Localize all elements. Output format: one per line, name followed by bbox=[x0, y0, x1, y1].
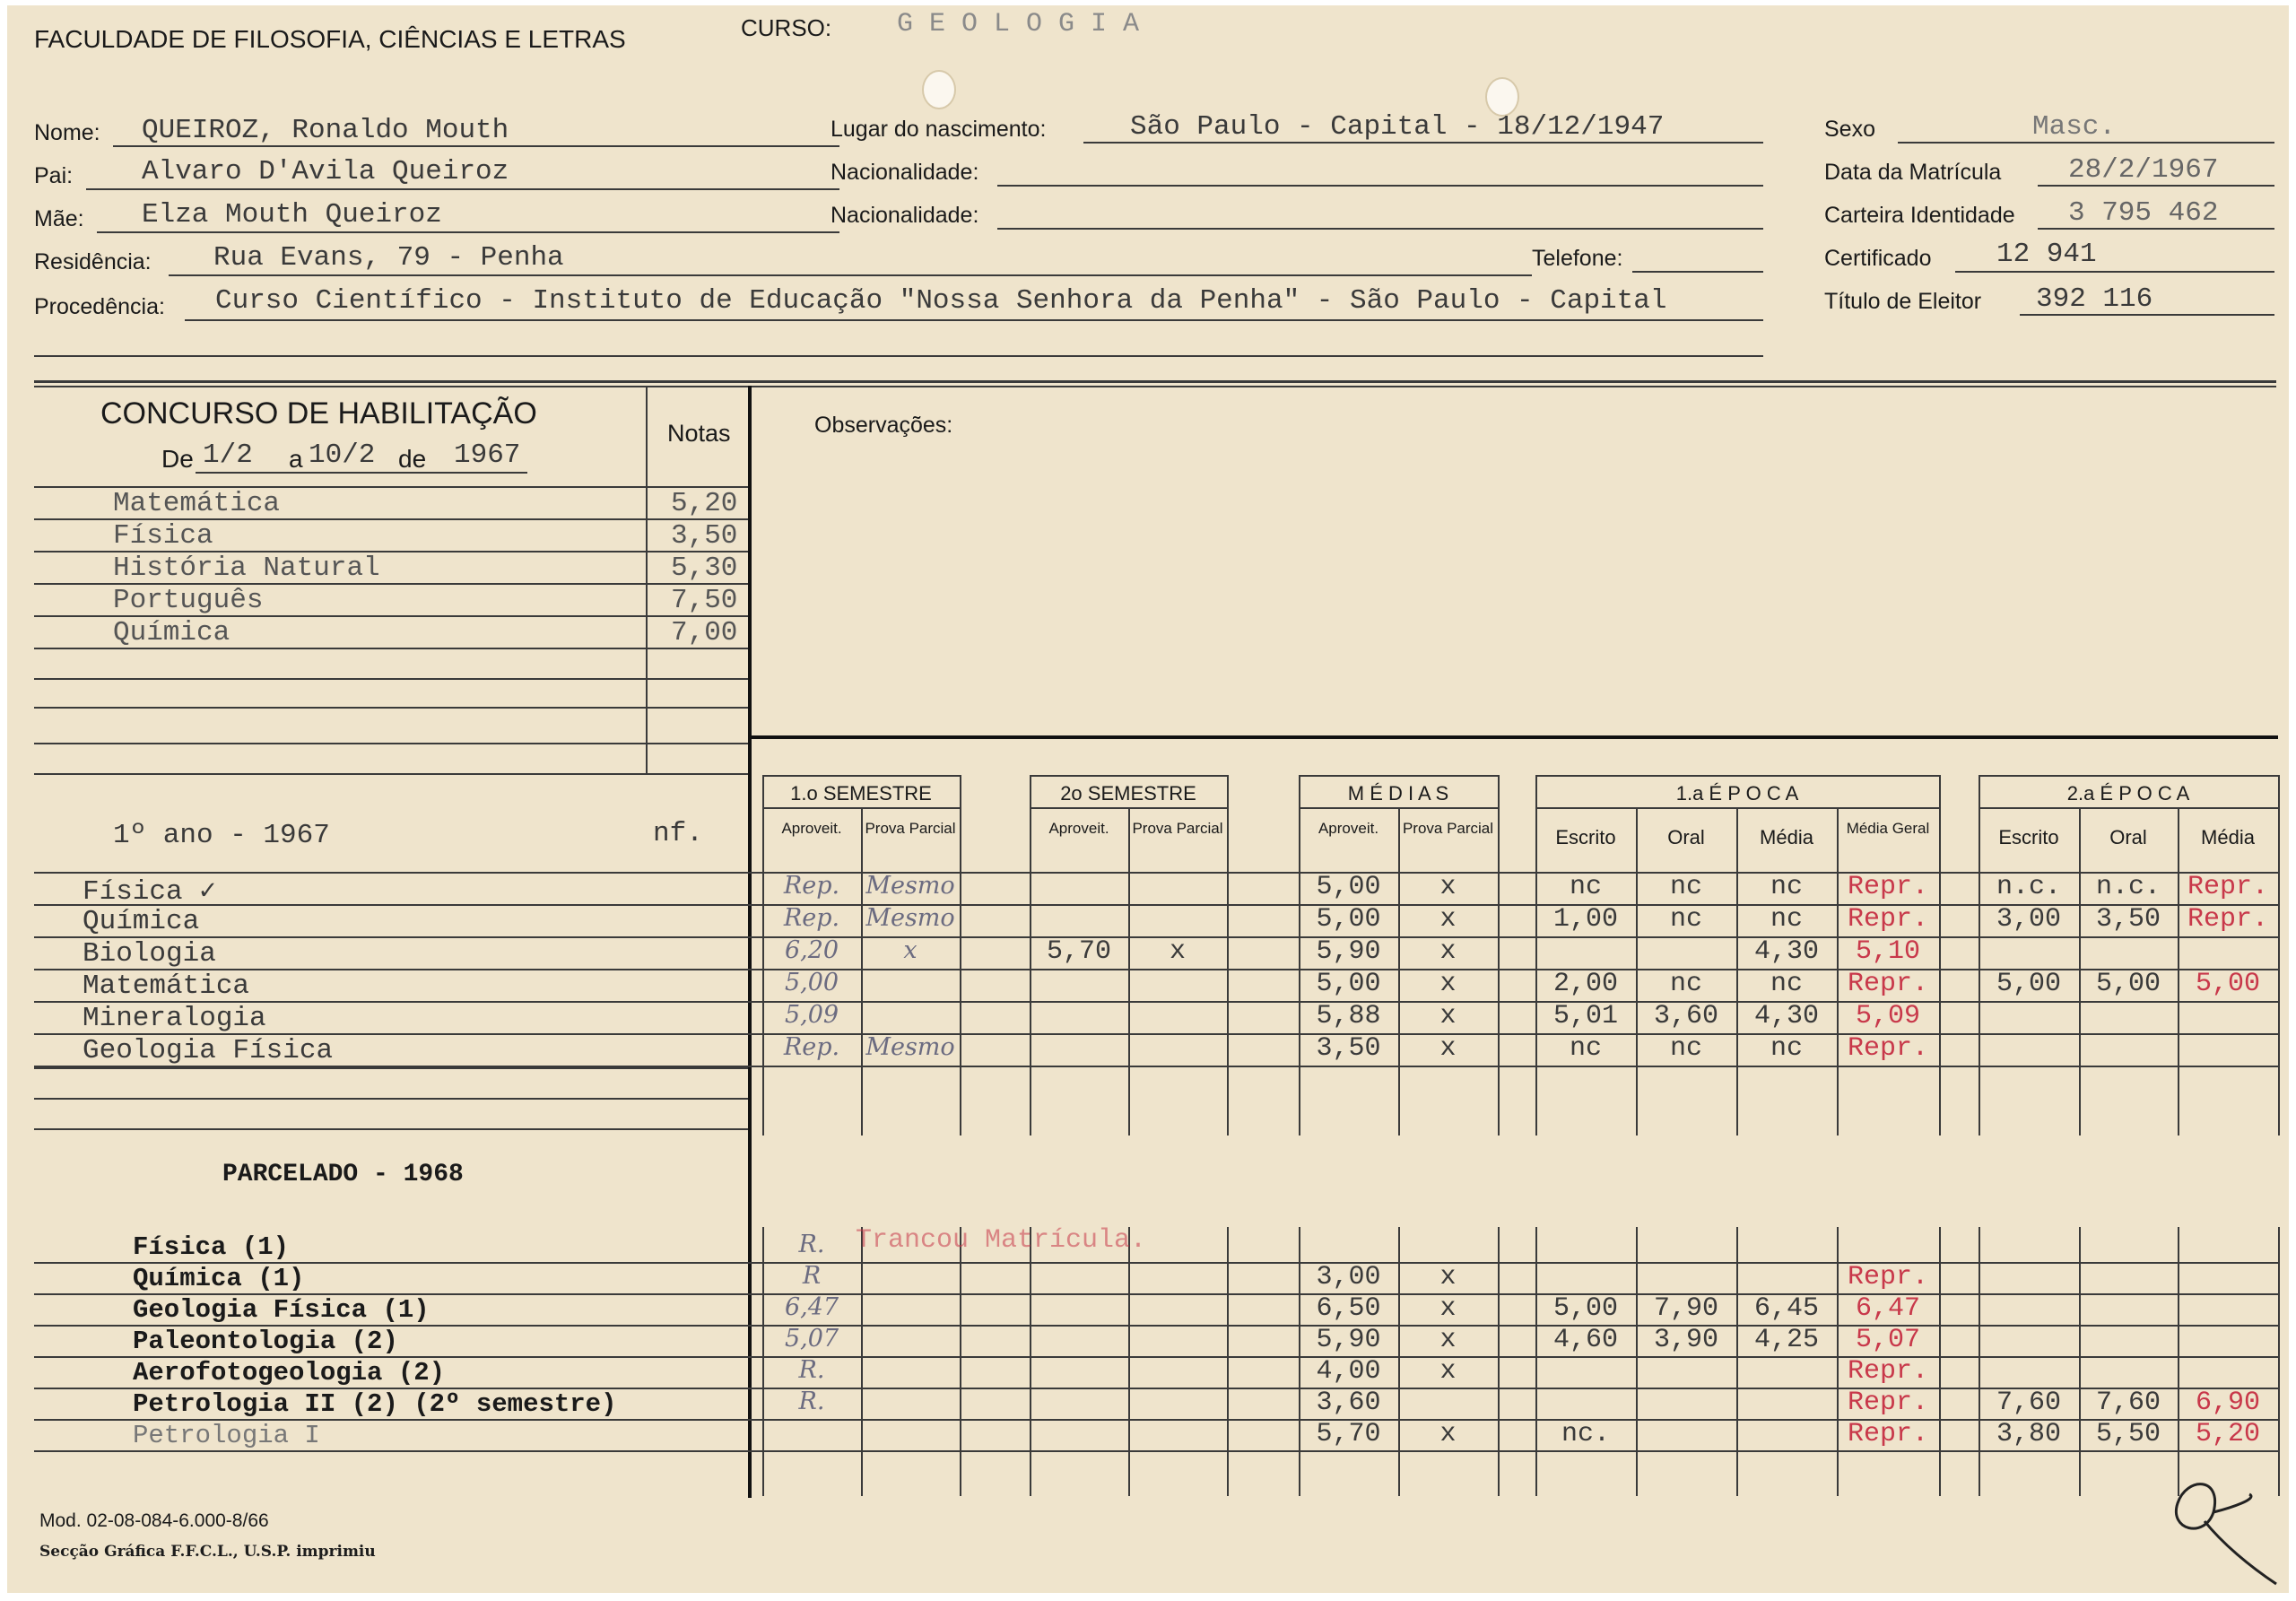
grade-group-title: 2.a É P O C A bbox=[2066, 782, 2190, 805]
grade-group-top bbox=[1299, 775, 1498, 777]
concurso-subject-name: Química bbox=[113, 617, 230, 648]
identidade-label: Carteira Identidade bbox=[1824, 203, 2015, 228]
procedencia-value: Curso Científico - Instituto de Educação "Nossa Senhora da Penha" - São Paulo - Capital bbox=[215, 285, 1667, 317]
grade-cell-mp: x bbox=[1439, 1262, 1457, 1292]
concurso-title: CONCURSO DE HABILITAÇÃO bbox=[100, 396, 537, 431]
grade-group-title: 1.a É P O C A bbox=[1675, 782, 1799, 805]
grade-cell-e1o: 7,90 bbox=[1653, 1293, 1718, 1324]
grade-cell-e1o: 3,60 bbox=[1653, 1001, 1718, 1031]
grade-cell-s1a: Rep. bbox=[783, 1033, 840, 1061]
grade-subheader: Aproveit. bbox=[1048, 820, 1109, 837]
eleitor-label: Título de Eleitor bbox=[1824, 289, 1982, 314]
grade-cell-e1g: 5,10 bbox=[1855, 936, 1920, 967]
grade-group-mid bbox=[1979, 807, 2278, 809]
grade-cell-ma: 6,50 bbox=[1316, 1293, 1381, 1324]
grade-cell-e1e: 5,00 bbox=[1552, 1293, 1618, 1324]
grade-cell-s1p: x bbox=[903, 936, 918, 964]
subject-name: Matemática bbox=[83, 970, 250, 1002]
grade-cell-e2m: 5,20 bbox=[2195, 1419, 2260, 1449]
grade-cell-e2m: Repr. bbox=[2187, 904, 2268, 935]
grade-cell-ma: 5,00 bbox=[1316, 969, 1381, 999]
grade-subheader: Média Geral bbox=[1846, 820, 1930, 837]
parcelado-title: PARCELADO - 1968 bbox=[222, 1161, 464, 1188]
year1-blank-line bbox=[34, 1128, 748, 1130]
grade-cell-s1a: Rep. bbox=[783, 872, 840, 900]
grade-cell-e2e: 3,00 bbox=[1996, 904, 2061, 935]
grade-row-line bbox=[34, 904, 2278, 906]
grade-subheader: Média bbox=[2201, 826, 2255, 848]
grade-row-line bbox=[34, 1450, 2278, 1452]
subject-name: Geologia Física bbox=[83, 1035, 334, 1066]
grade-cell-e1g: Repr. bbox=[1847, 872, 1928, 902]
concurso-row-line bbox=[34, 648, 748, 649]
subject-name: Química bbox=[83, 906, 200, 937]
grade-cell-e1m: 6,45 bbox=[1753, 1293, 1819, 1324]
grade-cell-e1e: 5,01 bbox=[1552, 1001, 1618, 1031]
grade-cell-e1e: nc bbox=[1569, 1033, 1602, 1064]
grade-cell-e1e: 1,00 bbox=[1552, 904, 1618, 935]
grade-cell-e1g: Repr. bbox=[1847, 904, 1928, 935]
concurso-subject-name: Português bbox=[113, 585, 264, 616]
grade-group-top bbox=[1030, 775, 1227, 777]
grade-group-top bbox=[1535, 775, 1939, 777]
grade-cell-e1g: Repr. bbox=[1847, 1033, 1928, 1064]
record-card bbox=[7, 5, 2289, 1593]
matricula-value: 28/2/1967 bbox=[2068, 154, 2219, 186]
subject-name: Aerofotogeologia (2) bbox=[133, 1358, 446, 1388]
grade-group-right-2 bbox=[960, 1227, 961, 1496]
grade-subheader: Escrito bbox=[1555, 826, 1616, 848]
concurso-subject-name: Física bbox=[113, 520, 213, 552]
grade-cell-e1m: nc bbox=[1770, 872, 1803, 902]
grade-group-right-2 bbox=[1498, 1227, 1500, 1496]
grade-cell-ma: 3,60 bbox=[1316, 1388, 1381, 1418]
grade-group-top bbox=[762, 775, 960, 777]
grade-cell-s1a: 6,47 bbox=[784, 1293, 839, 1321]
grade-group-left-2 bbox=[1979, 1227, 1980, 1496]
grade-cell-mp: x bbox=[1439, 1293, 1457, 1324]
grade-cell-mp: x bbox=[1439, 1033, 1457, 1064]
grade-subheader: Média bbox=[1760, 826, 1813, 848]
grade-group-top bbox=[1979, 775, 2278, 777]
grade-row-line bbox=[34, 1262, 2278, 1264]
concurso-a-label: a bbox=[289, 445, 303, 473]
grade-cell-e1o: nc bbox=[1669, 872, 1702, 902]
grade-group-right bbox=[1498, 775, 1500, 1135]
grade-cell-e1e: nc bbox=[1569, 872, 1602, 902]
grade-cell-e2e: 7,60 bbox=[1996, 1388, 2061, 1418]
lugar-label: Lugar do nascimento: bbox=[831, 117, 1047, 142]
grade-cell-e1g: Repr. bbox=[1847, 1419, 1928, 1449]
grade-cell-mp: x bbox=[1439, 872, 1457, 902]
grade-row-line bbox=[34, 1033, 2278, 1035]
grade-col-divider bbox=[861, 807, 863, 1135]
grade-cell-e1e: nc. bbox=[1561, 1419, 1610, 1449]
grade-cell-mp: x bbox=[1439, 1356, 1457, 1387]
grade-cell-ma: 5,90 bbox=[1316, 1325, 1381, 1355]
grade-subheader: Oral bbox=[1667, 826, 1705, 848]
rubric-signature bbox=[2151, 1458, 2285, 1593]
concurso-a-value: 10/2 bbox=[309, 439, 376, 471]
grade-row-line bbox=[34, 969, 2278, 970]
grade-subheader: Prova Parcial bbox=[1402, 820, 1494, 837]
grade-subheader: Aproveit. bbox=[781, 820, 842, 837]
grade-subheader: Prova Parcial bbox=[1132, 820, 1223, 837]
grade-cell-e2e: 3,80 bbox=[1996, 1419, 2061, 1449]
grade-cell-e2m: 5,00 bbox=[2195, 969, 2260, 999]
grade-subheader: Aproveit. bbox=[1318, 820, 1379, 837]
grade-cell-e1m: 4,25 bbox=[1753, 1325, 1819, 1355]
grade-cell-e1g: 6,47 bbox=[1855, 1293, 1920, 1324]
footer-mod: Mod. 02-08-084-6.000-8/66 bbox=[39, 1510, 269, 1531]
grade-cell-e1m: nc bbox=[1770, 904, 1803, 935]
grade-col-divider-2 bbox=[1128, 1227, 1130, 1496]
grade-subheader: Oral bbox=[2109, 826, 2147, 848]
grade-cell-mp: x bbox=[1439, 1325, 1457, 1355]
year1-blank-line bbox=[34, 1067, 748, 1069]
procedencia-label: Procedência: bbox=[34, 294, 165, 319]
subject-name: Geologia Física (1) bbox=[133, 1295, 430, 1325]
grade-cell-mp: x bbox=[1439, 969, 1457, 999]
subject-name: Física ✓ bbox=[83, 876, 216, 908]
concurso-ano-value: 1967 bbox=[454, 439, 521, 471]
nacionalidade-label-2: Nacionalidade: bbox=[831, 203, 979, 228]
grade-cell-e1g: Repr. bbox=[1847, 1262, 1928, 1292]
grade-cell-mp: x bbox=[1439, 1001, 1457, 1031]
grade-group-title: M É D I A S bbox=[1347, 782, 1449, 805]
grade-cell-e1m: nc bbox=[1770, 969, 1803, 999]
pai-label: Pai: bbox=[34, 163, 74, 188]
grade-cell-mp: x bbox=[1439, 1419, 1457, 1449]
concurso-subject-name: História Natural bbox=[113, 553, 380, 584]
grade-cell-s1a: 5,00 bbox=[784, 969, 839, 996]
grade-cell-ma: 3,50 bbox=[1316, 1033, 1381, 1064]
grade-group-right-2 bbox=[2278, 1227, 2280, 1496]
grade-cell-e2o: 7,60 bbox=[2095, 1388, 2161, 1418]
concurso-subject-name: Matemática bbox=[113, 488, 281, 519]
grade-cell-mp: x bbox=[1439, 904, 1457, 935]
grade-group-right bbox=[1227, 775, 1229, 1135]
grade-cell-e1g: Repr. bbox=[1847, 1356, 1928, 1387]
course-value: G E O L O G I A bbox=[897, 9, 1140, 39]
institution-name: FACULDADE DE FILOSOFIA, CIÊNCIAS E LETRAS bbox=[34, 25, 626, 53]
grade-cell-ma: 3,00 bbox=[1316, 1262, 1381, 1292]
grade-cell-s1a: R. bbox=[798, 1388, 825, 1415]
grade-cell-ma: 4,00 bbox=[1316, 1356, 1381, 1387]
grade-cell-s1a: 5,09 bbox=[784, 1001, 839, 1029]
grade-col-divider-2 bbox=[2178, 1227, 2179, 1496]
grade-group-left-2 bbox=[1030, 1227, 1031, 1496]
grade-col-divider-2 bbox=[2079, 1227, 2081, 1496]
subject-name: Mineralogia bbox=[83, 1003, 266, 1034]
grade-cell-e2e: 5,00 bbox=[1996, 969, 2061, 999]
pai-value: Alvaro D'Avila Queiroz bbox=[142, 156, 509, 187]
grade-cell-s1a: 5,07 bbox=[784, 1325, 839, 1353]
sexo-value: Masc. bbox=[2032, 111, 2117, 143]
grade-cell-e1g: 5,09 bbox=[1855, 1001, 1920, 1031]
grade-group-right bbox=[960, 775, 961, 1135]
punch-hole-left bbox=[922, 70, 956, 109]
concurso-subject-nota: 3,50 bbox=[671, 520, 738, 552]
grade-cell-s1p: Mesmo bbox=[865, 1033, 955, 1061]
grade-cell-e1o: nc bbox=[1669, 904, 1702, 935]
certificado-value: 12 941 bbox=[1996, 239, 2097, 270]
grade-cell-s1p: Mesmo bbox=[865, 904, 955, 932]
grade-cell-s1a: 6,20 bbox=[784, 936, 839, 964]
subject-name: Física (1) bbox=[133, 1232, 290, 1262]
year1-title: 1º ano - 1967 bbox=[113, 820, 330, 851]
grade-col-divider-2 bbox=[1736, 1227, 1738, 1496]
grade-cell-e1m: nc bbox=[1770, 1033, 1803, 1064]
grade-group-right-2 bbox=[1227, 1227, 1229, 1496]
grade-group-right-2 bbox=[1939, 1227, 1941, 1496]
sexo-label: Sexo bbox=[1824, 117, 1875, 142]
grade-group-title: 1.o SEMESTRE bbox=[790, 782, 932, 805]
grade-cell-s1p: Mesmo bbox=[865, 872, 955, 900]
grade-cell-e1o: nc bbox=[1669, 969, 1702, 999]
grade-group-right bbox=[1939, 775, 1941, 1135]
concurso-subject-nota: 7,50 bbox=[671, 585, 738, 616]
grade-cell-ma: 5,88 bbox=[1316, 1001, 1381, 1031]
grade-cell-e1g: Repr. bbox=[1847, 969, 1928, 999]
grade-group-right bbox=[2278, 775, 2280, 1135]
nacionalidade-label-1: Nacionalidade: bbox=[831, 160, 979, 185]
identidade-value: 3 795 462 bbox=[2068, 197, 2219, 229]
grade-subheader: Escrito bbox=[1998, 826, 2059, 848]
grade-col-divider-2 bbox=[1636, 1227, 1638, 1496]
subject-name: Química (1) bbox=[133, 1264, 305, 1293]
eleitor-value: 392 116 bbox=[2036, 283, 2153, 315]
grade-header-bottom bbox=[34, 872, 2278, 874]
concurso-subject-nota: 5,30 bbox=[671, 553, 738, 584]
course-label: CURSO: bbox=[741, 14, 832, 41]
grade-cell-ma: 5,70 bbox=[1316, 1419, 1381, 1449]
grade-cell-e2o: 3,50 bbox=[2095, 904, 2161, 935]
grade-cell-e1o: nc bbox=[1669, 1033, 1702, 1064]
grade-group-title: 2o SEMESTRE bbox=[1060, 782, 1196, 805]
grade-col-divider-2 bbox=[861, 1227, 863, 1496]
lugar-value: São Paulo - Capital - 18/12/1947 bbox=[1130, 111, 1665, 143]
grade-group-left-2 bbox=[1535, 1227, 1537, 1496]
notas-label: Notas bbox=[667, 420, 731, 447]
residencia-value: Rua Evans, 79 - Penha bbox=[213, 242, 564, 274]
grade-cell-e2m: Repr. bbox=[2187, 872, 2268, 902]
grade-cell-e1g: Repr. bbox=[1847, 1388, 1928, 1418]
mae-value: Elza Mouth Queiroz bbox=[142, 199, 442, 231]
concurso-ano-label: de bbox=[398, 445, 427, 473]
concurso-de-value: 1/2 bbox=[203, 439, 253, 471]
grade-cell-e2o: 5,00 bbox=[2095, 969, 2161, 999]
footer-printer: Secção Gráfica F.F.C.L., U.S.P. imprimiu bbox=[39, 1543, 376, 1561]
grade-cell-ma: 5,90 bbox=[1316, 936, 1381, 967]
grade-cell-e2o: 5,50 bbox=[2095, 1419, 2161, 1449]
grade-row-line bbox=[34, 1419, 2278, 1421]
grade-cell-mp: x bbox=[1439, 936, 1457, 967]
observacoes-label: Observações: bbox=[814, 413, 953, 438]
subject-name: Biologia bbox=[83, 938, 216, 970]
subject-name: Petrologia I bbox=[133, 1421, 320, 1450]
grade-cell-ma: 5,00 bbox=[1316, 904, 1381, 935]
residencia-label: Residência: bbox=[34, 249, 152, 274]
grade-cell-e2o: n.c. bbox=[2095, 872, 2161, 902]
grade-cell-e1e: 2,00 bbox=[1552, 969, 1618, 999]
grade-cell-e2m: 6,90 bbox=[2195, 1388, 2260, 1418]
concurso-subject-nota: 7,00 bbox=[671, 617, 738, 648]
grade-col-divider bbox=[1128, 807, 1130, 1135]
concurso-de-label: De bbox=[161, 445, 194, 473]
trancou-stamp: Trancou Matrícula. bbox=[856, 1225, 1147, 1256]
grade-cell-s1a: R. bbox=[798, 1356, 825, 1384]
grade-cell-s1a: R. bbox=[798, 1231, 825, 1258]
grade-cell-e2e: n.c. bbox=[1996, 872, 2061, 902]
grade-cell-e1m: 4,30 bbox=[1753, 936, 1819, 967]
nome-value: QUEIROZ, Ronaldo Mouth bbox=[142, 115, 509, 146]
grade-cell-s2a: 5,70 bbox=[1046, 936, 1111, 967]
grade-cell-e1o: 3,90 bbox=[1653, 1325, 1718, 1355]
mae-label: Mãe: bbox=[34, 206, 84, 231]
grade-cell-e1m: 4,30 bbox=[1753, 1001, 1819, 1031]
grade-cell-s2p: x bbox=[1169, 936, 1186, 967]
grade-cell-e1g: 5,07 bbox=[1855, 1325, 1920, 1355]
concurso-subject-nota: 5,20 bbox=[671, 488, 738, 519]
matricula-label: Data da Matrícula bbox=[1824, 160, 2002, 185]
certificado-label: Certificado bbox=[1824, 246, 1932, 271]
grade-row-line bbox=[34, 1001, 2278, 1003]
grade-cell-s1a: R bbox=[802, 1262, 822, 1290]
year1-nf: nf. bbox=[653, 818, 703, 849]
grade-cell-e1e: 4,60 bbox=[1552, 1325, 1618, 1355]
telefone-label: Telefone: bbox=[1532, 246, 1623, 271]
grade-cell-s1a: Rep. bbox=[783, 904, 840, 932]
grade-cell-ma: 5,00 bbox=[1316, 872, 1381, 902]
nome-label: Nome: bbox=[34, 120, 100, 145]
subject-name: Paleontologia (2) bbox=[133, 1327, 398, 1356]
year1-blank-line bbox=[34, 1098, 748, 1100]
grade-subheader: Prova Parcial bbox=[865, 820, 956, 837]
subject-name: Petrologia II (2) (2º semestre) bbox=[133, 1389, 617, 1419]
